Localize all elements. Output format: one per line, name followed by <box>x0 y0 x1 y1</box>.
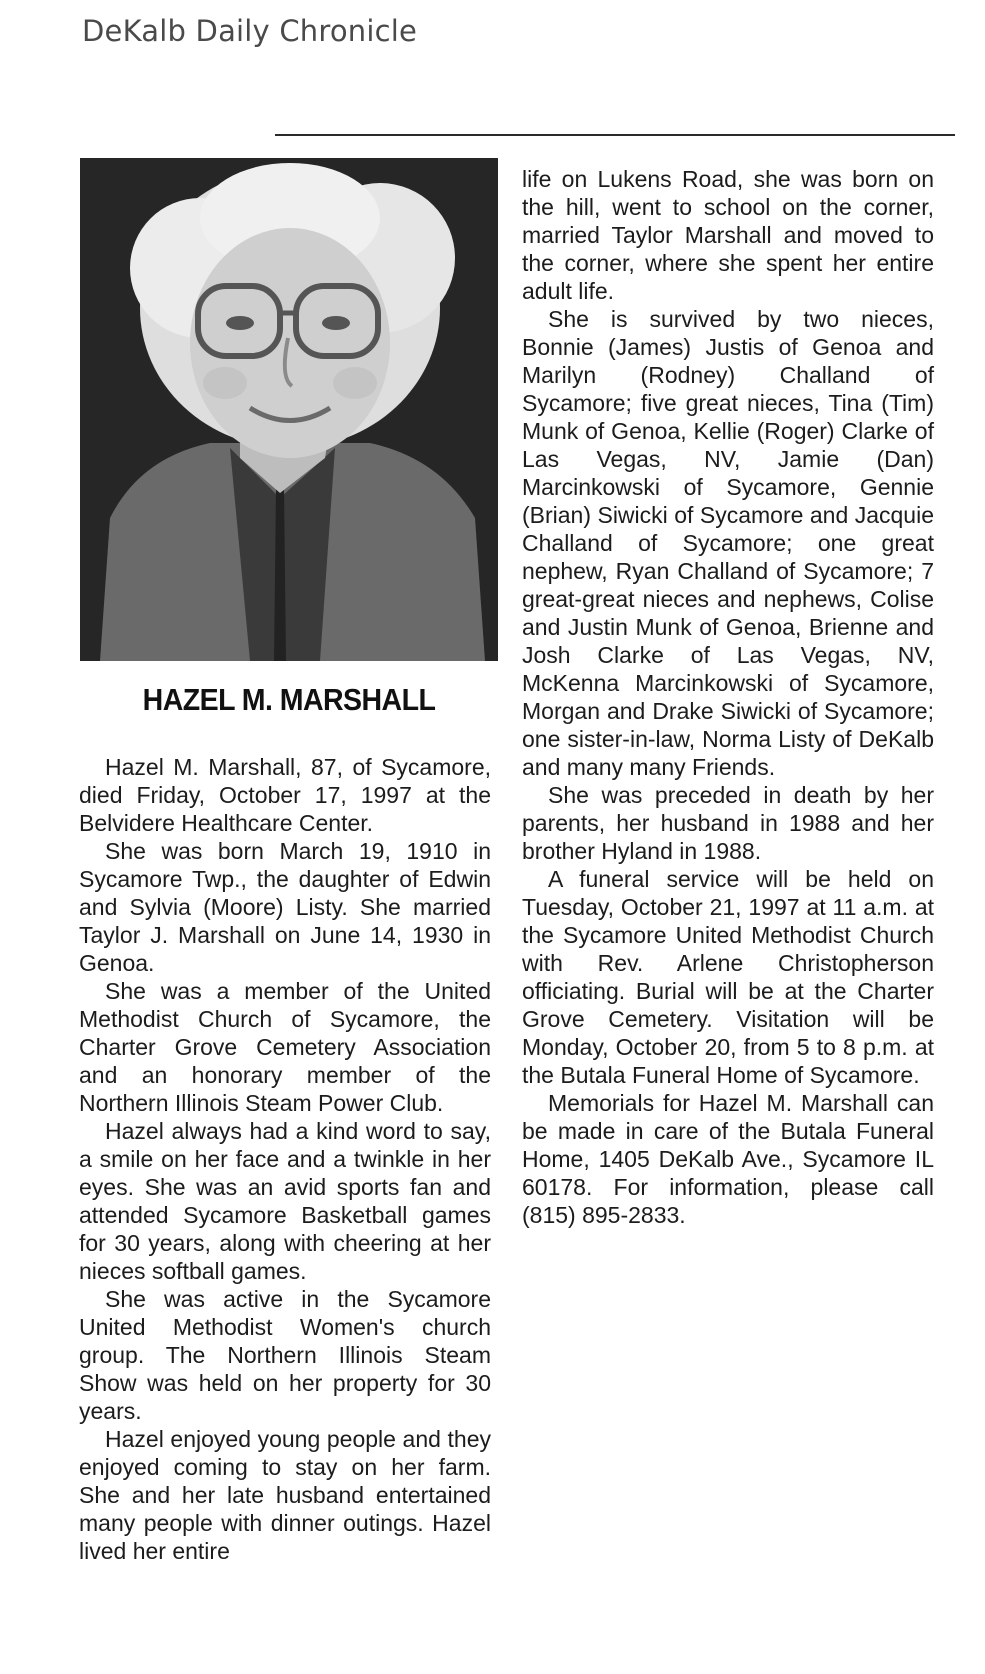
paragraph: Hazel M. Marshall, 87, of Sycamore, died Friday, October 17, 1997 at the Belvidere Healthcare Center. <box>79 754 491 836</box>
column-divider-rule <box>275 134 955 136</box>
paragraph: A funeral service will be held on Tuesday, October 21, 1997 at 11 a.m. at the Sycamore United Methodist Church with Rev. Arlene Christopherson officiating. Burial will be at the Charter Grove Cemetery. Visitation will be Monday, October 20, from 5 to 8 p.m. at the Butala Funeral Home of Sycamore. <box>522 866 934 1088</box>
paragraph: Memorials for Hazel M. Marshall can be made in care of the Butala Funeral Home, 1405 DeKalb Ave., Sycamore IL 60178. For information, please call (815) 895-2833. <box>522 1090 934 1228</box>
cheek-left <box>203 367 247 399</box>
portrait-photo <box>80 158 498 661</box>
paragraph: She is survived by two nieces, Bonnie (James) Justis of Genoa and Marilyn (Rodney) Challand of Sycamore; five great nieces, Tina (Tim) Munk of Genoa, Kellie (Roger) Clarke of Las Vegas, NV, Jamie (Dan) Marcinkowski of Sycamore, Gennie (Brian) Siwicki of Sycamore and Jacquie Challand of Sycamore; one great nephew, Ryan Challand of Sycamore; 7 great-great nieces and nephews, Colise and Justin Munk of Genoa, Brienne and Josh Clarke of Las Vegas, NV, McKenna Marcinkowski of Sycamore, Morgan and Drake Siwicki of Sycamore; one sister-in-law, Norma Listy of DeKalb and many many Friends. <box>522 306 934 780</box>
face <box>190 228 390 458</box>
blouse-line <box>274 488 286 661</box>
paragraph: She was born March 19, 1910 in Sycamore Twp., the daughter of Edwin and Sylvia (Moore) Listy. She married Taylor J. Marshall on June 14, 1930 in Genoa. <box>79 838 491 976</box>
eye-right <box>322 316 350 330</box>
paragraph: She was active in the Sycamore United Methodist Women's church group. The Northern Illinois Steam Show was held on her property for 30 years. <box>79 1286 491 1424</box>
eye-left <box>226 316 254 330</box>
publication-source: DeKalb Daily Chronicle <box>82 14 418 48</box>
left-text-column <box>79 753 491 1565</box>
portrait-illustration <box>80 158 498 661</box>
paragraph: Hazel always had a kind word to say, a smile on her face and a twinkle in her eyes. She was an avid sports fan and attended Sycamore Basketball games for 30 years, along with cheering at her nieces softball games. <box>79 1118 491 1284</box>
paragraph-continued: life on Lukens Road, she was born on the hill, went to school on the corner, married Taylor Marshall and moved to the corner, where she spent her entire adult life. <box>522 166 934 304</box>
cheek-right <box>333 367 377 399</box>
paragraph: She was a member of the United Methodist Church of Sycamore, the Charter Grove Cemetery Association and an honorary member of the Northern Illinois Steam Power Club. <box>79 978 491 1116</box>
paragraph: She was preceded in death by her parents, her husband in 1988 and her brother Hyland in 1988. <box>522 782 934 864</box>
obituary-headline: HAZEL M. MARSHALL <box>142 682 436 717</box>
right-text-column <box>522 165 934 1229</box>
paragraph: Hazel enjoyed young people and they enjoyed coming to stay on her farm. She and her late husband entertained many people with dinner outings. Hazel lived her entire <box>79 1426 491 1564</box>
